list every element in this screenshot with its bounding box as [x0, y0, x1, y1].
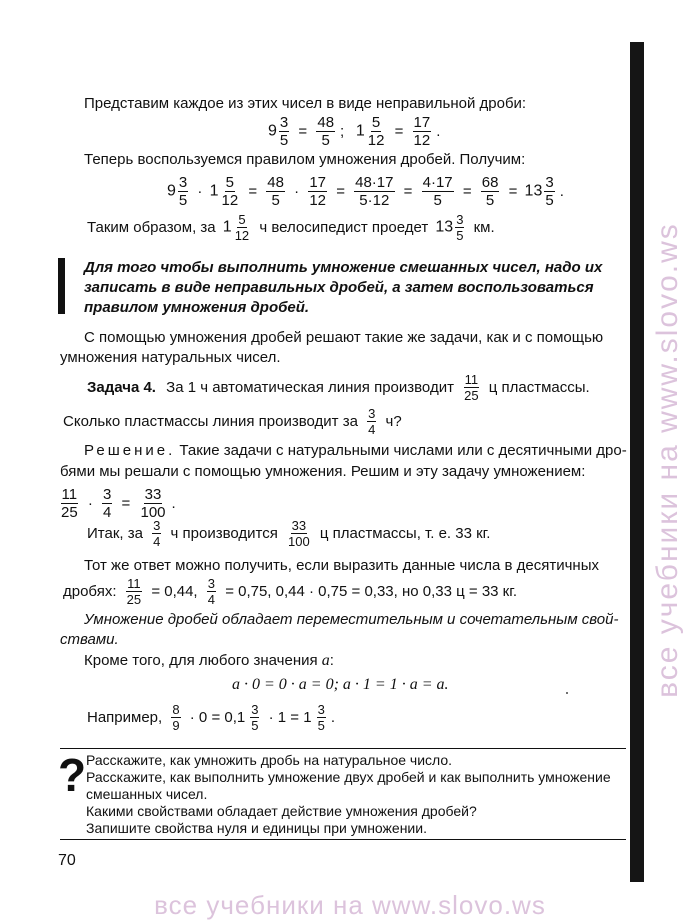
question-item: смешанных чисел. — [86, 786, 208, 802]
task-line-1: Задача 4. За 1 ч автоматическая линия производит $\frac{11}{25}$ ц пластмассы. — [84, 372, 593, 403]
intro-line-3: Таким образом, за 1 $\frac{5}{12}$ ч велосипедист проедет 13 $\frac{3}{5}$ км. — [87, 212, 495, 243]
vertical-watermark: все учебники на www.slovo.ws — [651, 222, 684, 698]
question-item: Запишите свойства нуля и единицы при умножении. — [86, 820, 427, 836]
solution-label: Решение. — [84, 442, 176, 459]
formula-mixed-product: 9 $\frac{3}{5}$ · 1 $\frac{5}{12}$ = $\frac{48}{5}$ · $\frac{17}{12}$ = $\frac{48\cdot 17}{5\cdot 12}$ = $\frac{4\cdot 17}{5}$ = $\frac{68}{5}$ = 13 $\frac{3}{5}$ . — [167, 174, 564, 209]
props-line-2: ствами. — [60, 631, 119, 648]
question-item: Расскажите, как умножить дробь на натуральное число. — [86, 752, 453, 768]
para-line-1: С помощью умножения дробей решают такие же задачи, как и с помощью — [84, 329, 604, 346]
question-item: Какими свойствами обладает действие умножения дробей? — [86, 803, 477, 819]
bottom-watermark: все учебники на www.slovo.ws — [154, 890, 546, 920]
solution-line-1: Решение. Такие задачи с натуральными числами или с десятичными дро- — [84, 442, 627, 459]
page-edge-bar — [630, 42, 644, 882]
props-line-1: Умножение дробей обладает переместительным и сочетательным свой- — [84, 611, 619, 628]
task-label: Задача 4. — [87, 379, 156, 396]
props-formula: a · 0 = 0 · a = 0; a · 1 = 1 · a = a. — [232, 676, 449, 693]
intro-line-1: Представим каждое из этих чисел в виде неправильной дроби: — [84, 95, 527, 112]
props-line-3: Кроме того, для любого значения a: — [84, 652, 334, 669]
solution-line-5: Тот же ответ можно получить, если выразить данные числа в десятичных — [84, 557, 599, 574]
para-line-2: умножения натуральных чисел. — [60, 349, 281, 366]
questions-top-rule — [60, 748, 626, 749]
rule-text: Для того чтобы выполнить умножение смешанных чисел, надо их записать в виде неправильных дробей, а затем воспользоваться правилом умножения дробей. — [84, 259, 603, 316]
example-line: Например, $\frac{8}{9}$ · 0 = 0,1 $\frac{3}{5}$ · 1 = 1 $\frac{3}{5}$ . — [87, 702, 335, 733]
page-number: 70 — [58, 852, 76, 869]
formula-task-product: $\frac{11}{25}$ · $\frac{3}{4}$ = $\frac{33}{100}$ . — [61, 486, 176, 521]
intro-line-2: Теперь воспользуемся правилом умножения дробей. Получим: — [84, 151, 526, 168]
task-line-2: Сколько пластмассы линия производит за $\frac{3}{4}$ ч? — [63, 406, 402, 437]
rule-marker-bar — [58, 258, 65, 314]
question-item: Расскажите, как выполнить умножение двух дробей и как выполнить умножение — [86, 769, 611, 785]
dot-mark — [566, 692, 568, 694]
formula-improper-fractions: 9 $\frac{3}{5}$ = $\frac{48}{5}$ ; 1 $\frac{5}{12}$ = $\frac{17}{12}$ . — [268, 114, 441, 149]
solution-line-4: Итак, за $\frac{3}{4}$ ч производится $\frac{33}{100}$ ц пластмассы, т. е. 33 кг. — [87, 518, 491, 549]
solution-line-6: дробях: $\frac{11}{25}$ = 0,44, $\frac{3}{4}$ = 0,75, 0,44 · 0,75 = 0,33, но 0,33 ц = 33 кг. — [63, 576, 518, 607]
questions-bottom-rule — [60, 839, 626, 840]
question-mark-icon: ? — [58, 749, 87, 801]
solution-line-2: бями мы решали с помощью умножения. Решим и эту задачу умножением: — [60, 463, 586, 480]
